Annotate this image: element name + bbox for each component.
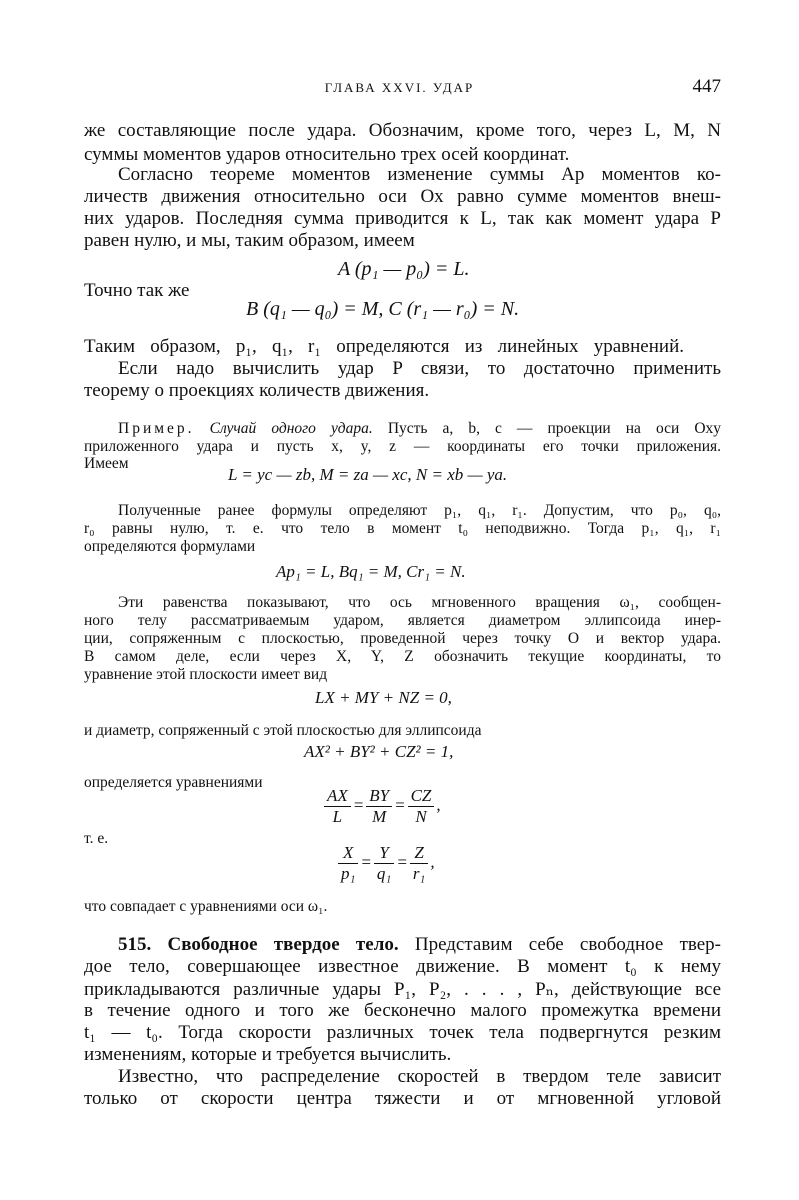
equation: Ap₁ = L, Bq₁ = M, Cr₁ = N. xyxy=(276,562,466,581)
text-line: теорему о проекциях количеств движения. xyxy=(84,380,430,401)
text-line: приложенного удара и пусть x, y, z — координаты его точки приложения. xyxy=(84,438,721,455)
equation: AX² + BY² + CZ² = 1, xyxy=(304,742,454,761)
text-line: Имеем xyxy=(84,455,129,472)
text-line: Эти равенства показывают, что ось мгновенного вращения ω₁, сообщен- xyxy=(118,594,721,611)
fraction xyxy=(408,786,435,827)
fraction xyxy=(410,843,429,884)
text-line: Полученные ранее формулы определяют p₁, q₁, r₁. Допустим, что p₀, q₀, xyxy=(118,502,721,519)
section-heading: 515. Свободное твердое тело. xyxy=(118,934,399,955)
denominator: N xyxy=(415,807,427,826)
running-head: ГЛАВА XXVI. УДАР xyxy=(324,80,475,95)
denominator: r₁ xyxy=(412,864,426,883)
fraction-equation-2: $\frac{X}{\text{p₁}}$ = $\frac{Y}{\text{q₁}}$ = $\frac{Z}{\text{r₁}}$ , xyxy=(336,843,435,884)
text-line: Согласно теореме моментов изменение суммы Ap моментов ко- xyxy=(118,164,721,185)
numerator: CZ xyxy=(408,786,435,807)
text-line: дое тело, совершающее известное движение. В момент t₀ к нему xyxy=(84,956,721,977)
text-line: Известно, что распределение скоростей в твердом теле зависит xyxy=(118,1066,721,1087)
section-text: Представим себе свободное твер- xyxy=(414,934,722,955)
text-line: ного телу рассматриваемым ударом, является диаметром эллипсоида инер- xyxy=(84,612,721,629)
text-line: Точно так же xyxy=(84,280,190,301)
equation: L = yc — zb, M = za — xc, N = xb — ya. xyxy=(228,465,508,484)
punctuation: , xyxy=(430,852,435,872)
numerator: BY xyxy=(366,786,392,807)
text-line: В самом деле, если через X, Y, Z обозначить текущие координаты, то xyxy=(84,648,721,665)
text-line: суммы моментов ударов относительно трех осей координат. xyxy=(84,144,570,165)
text-line: прикладываются различные удары P₁, P₂, . . . , Pₙ, действующие все xyxy=(84,979,721,1000)
text-line: что совпадает с уравнениями оси ω₁. xyxy=(84,898,328,915)
fraction-equation-1: $\frac{AX}{L}$ = $\frac{BY}{M}$ = $\frac{CZ}{N}$ , xyxy=(322,786,441,827)
text-line: изменениям, которые и требуется вычислить. xyxy=(84,1044,452,1065)
numerator: AX xyxy=(324,786,351,807)
text-line: т. е. xyxy=(84,830,109,847)
denominator: M xyxy=(372,807,387,826)
text-line: r₀ равны нулю, т. е. что тело в момент t₀ неподвижно. Тогда p₁, q₁, r₁ xyxy=(84,520,721,537)
text-line: определяется уравнениями xyxy=(84,774,263,791)
equation: B (q₁ — q₀) = M, C (r₁ — r₀) = N. xyxy=(246,298,520,320)
example-text: Пусть a, b, c — проекции на оси Oxy xyxy=(387,420,722,437)
text-line: определяются формулами xyxy=(84,538,256,555)
text-line: t₁ — t₀. Тогда скорости различных точек тела подвергнутся резким xyxy=(84,1022,721,1043)
fraction xyxy=(374,843,394,884)
numerator: Z xyxy=(410,843,429,864)
equation: LX + MY + NZ = 0, xyxy=(315,688,452,707)
text-line: личеств движения относительно оси Ox равно сумме моментов внеш- xyxy=(84,186,721,207)
text-line: Таким образом, p₁, q₁, r₁ определяются из линейных уравнений. xyxy=(84,336,684,357)
text-line: уравнение этой плоскости имеет вид xyxy=(84,666,328,683)
fraction xyxy=(338,843,358,884)
example-label: Пример. xyxy=(118,420,195,437)
fraction xyxy=(366,786,392,827)
text-line: ции, сопряженным с плоскостью, проведенной через точку O и вектор удара. xyxy=(84,630,721,647)
page-number: 447 xyxy=(692,76,721,97)
text-line: и диаметр, сопряженный с этой плоскостью для эллипсоида xyxy=(84,722,482,739)
punctuation: , xyxy=(436,795,441,815)
example-title: Случай одного удара. xyxy=(209,420,373,437)
text-line: же составляющие после удара. Обозначим, кроме того, через L, M, N xyxy=(84,120,721,141)
numerator: Y xyxy=(374,843,394,864)
equation: A (p₁ — p₀) = L. xyxy=(338,258,470,280)
example-first-line xyxy=(118,420,721,438)
section-first-line xyxy=(118,934,721,956)
denominator: q₁ xyxy=(376,864,392,883)
denominator: L xyxy=(332,807,343,826)
text-line: них ударов. Последняя сумма приводится к L, так как момент удара P xyxy=(84,208,721,229)
text-line: Если надо вычислить удар P связи, то достаточно применить xyxy=(118,358,721,379)
text-line: только от скорости центра тяжести и от мгновенной угловой xyxy=(84,1088,721,1109)
numerator: X xyxy=(338,843,358,864)
fraction xyxy=(324,786,351,827)
denominator: p₁ xyxy=(341,864,356,883)
text-line: равен нулю, и мы, таким образом, имеем xyxy=(84,230,415,251)
text-line: в течение одного и того же бесконечно малого промежутка времени xyxy=(84,1000,721,1021)
